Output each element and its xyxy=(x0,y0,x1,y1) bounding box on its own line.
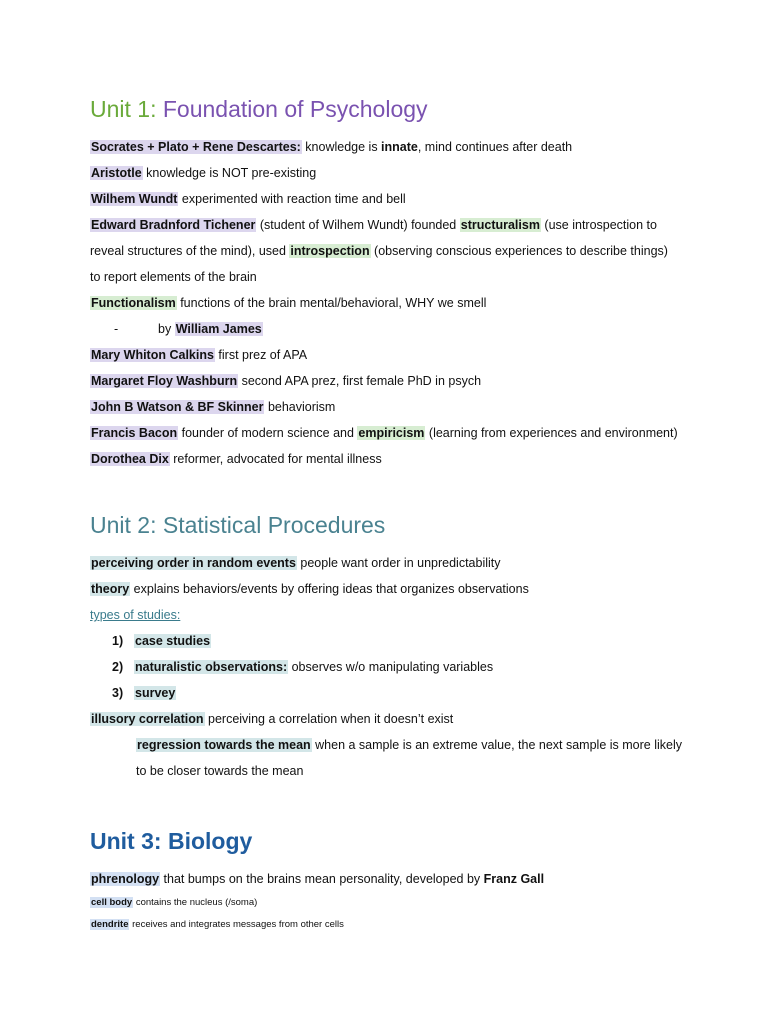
unit1-line-7: Functionalism functions of the brain mental/behavioral, WHY we smell xyxy=(91,296,487,310)
unit1-line-13: Dorothea Dix reformer, advocated for mental illness xyxy=(91,452,382,466)
unit3-heading xyxy=(90,824,730,858)
cell-body-line: cell body contains the nucleus (/soma) xyxy=(91,897,258,908)
term: illusory correlation xyxy=(91,712,204,726)
unit1-heading xyxy=(90,92,730,126)
unit1-line-11: John B Watson & BF Skinner behaviorism xyxy=(91,400,336,414)
unit2-title: Statistical Procedures xyxy=(162,512,386,538)
term: Mary Whiton Calkins xyxy=(91,348,214,362)
term: Dorothea Dix xyxy=(91,452,169,466)
term: naturalistic observations: xyxy=(135,660,288,674)
concept: structuralism xyxy=(460,218,540,232)
concept: empiricism xyxy=(358,426,425,440)
term: survey xyxy=(135,686,176,700)
unit1-line-5: reveal structures of the mind), used introspection (observing conscious experiences to describe things) xyxy=(90,244,668,258)
regression-line-2: to be closer towards the mean xyxy=(136,764,304,778)
term: William James xyxy=(175,322,262,336)
unit1-line-1: Socrates + Plato + Rene Descartes: knowledge is innate, mind continues after death xyxy=(91,140,573,154)
unit1-line-3: Wilhem Wundt experimented with reaction time and bell xyxy=(91,192,406,206)
term: Edward Bradnford Tichener xyxy=(91,218,256,232)
types-of-studies-label xyxy=(90,602,730,628)
list-number: 2) xyxy=(112,660,124,674)
unit2-number: Unit 2: xyxy=(90,512,157,538)
term: dendrite xyxy=(91,919,129,930)
unit1-line-8: - by William James xyxy=(90,316,730,342)
term: Aristotle xyxy=(91,166,142,180)
term: perceiving order in random events xyxy=(91,556,296,570)
unit1-line-4: Edward Bradnford Tichener (student of Wilhem Wundt) founded structuralism (use introspection to xyxy=(91,218,657,232)
list-number: 3) xyxy=(112,686,124,700)
term: theory xyxy=(91,582,130,596)
term: cell body xyxy=(91,897,133,908)
bullet-dash: - xyxy=(114,322,119,336)
unit2-heading xyxy=(90,508,730,542)
unit1-number: Unit 1: xyxy=(90,96,157,122)
unit3-title: Biology xyxy=(167,828,253,854)
concept: introspection xyxy=(290,244,370,258)
dendrite-line: dendrite receives and integrates messages from other cells xyxy=(91,919,344,930)
unit1-line-10: Margaret Floy Washburn second APA prez, first female PhD in psych xyxy=(91,374,482,388)
study-item-1 xyxy=(90,628,730,654)
term: Wilhem Wundt xyxy=(91,192,178,206)
term: John B Watson & BF Skinner xyxy=(91,400,264,414)
term: case studies xyxy=(135,634,211,648)
unit2-line-2: theory explains behaviors/events by offering ideas that organizes observations xyxy=(91,582,529,596)
term: Socrates + Plato + Rene Descartes: xyxy=(91,140,301,154)
term: Margaret Floy Washburn xyxy=(91,374,238,388)
unit1-line-12: Francis Bacon founder of modern science and empiricism (learning from experiences and environment) xyxy=(91,426,678,440)
unit1-line-6: to report elements of the brain xyxy=(90,270,257,284)
illusory-correlation-line: illusory correlation perceiving a correlation when it doesn’t exist xyxy=(91,712,454,726)
types-of-studies-link[interactable]: types of studies: xyxy=(90,608,181,622)
concept: Functionalism xyxy=(91,296,176,310)
unit1-line-9: Mary Whiton Calkins first prez of APA xyxy=(91,348,308,362)
study-item-3 xyxy=(90,680,730,706)
unit2-line-1: perceiving order in random events people want order in unpredictability xyxy=(91,556,501,570)
unit1-line-2: Aristotle knowledge is NOT pre-existing xyxy=(91,166,317,180)
regression-line-1: regression towards the mean when a sample is an extreme value, the next sample is more likely xyxy=(137,738,682,752)
unit3-number: Unit 3: xyxy=(90,828,162,854)
unit1-title: Foundation of Psychology xyxy=(162,96,428,122)
phrenology-line: phrenology that bumps on the brains mean personality, developed by Franz Gall xyxy=(91,872,545,886)
term: Francis Bacon xyxy=(91,426,178,440)
study-item-2: 2) naturalistic observations: observes w/o manipulating variables xyxy=(90,654,730,680)
list-number: 1) xyxy=(112,634,124,648)
term: regression towards the mean xyxy=(137,738,311,752)
term: phrenology xyxy=(91,872,160,886)
document-page xyxy=(90,92,730,936)
